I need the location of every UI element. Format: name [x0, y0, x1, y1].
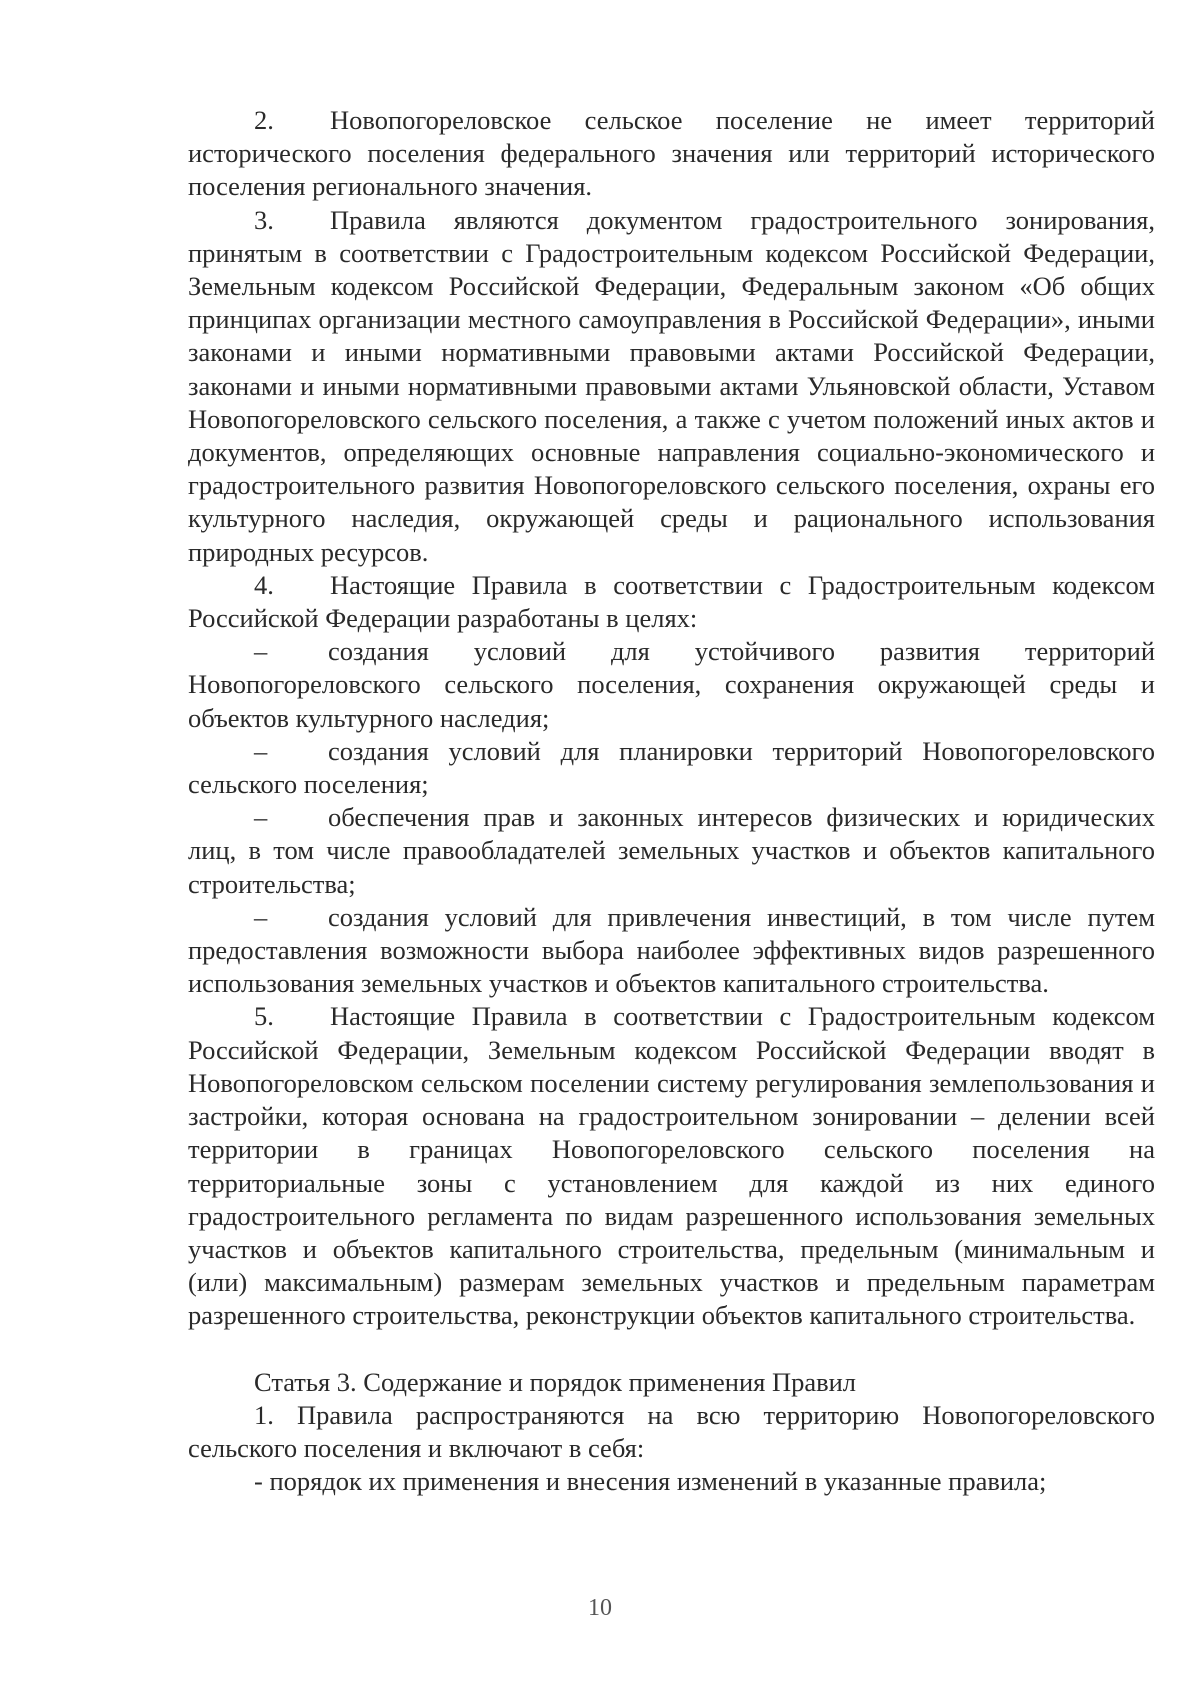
- goal-item-4: [188, 901, 1155, 1001]
- goal-item-3: [188, 801, 1155, 901]
- paragraph-text: Новопогореловское сельское поселение не имеет территорий исторического поселения федерального значения или территорий исторического поселения регионального значения.: [188, 105, 1155, 202]
- section-spacer: [188, 1333, 1155, 1366]
- goal-text: создания условий для привлечения инвестиций, в том числе путем предоставления возможности выбора наиболее эффективных видов разрешенного использования земельных участков и объектов капитального строительства.: [188, 901, 1155, 999]
- paragraph-text: Настоящие Правила в соответствии с Градостроительным кодексом Российской Федерации, Земельным кодексом Российской Федерации вводят в Новопогореловском сельском поселении систему регулирования землепользования и застройки, которая основана на градостроительном зонировании – делении всей территории в границах Новопогореловского сельского поселения на территориальные зоны с установлением для каждой из них единого градостроительного регламента по видам разрешенного использования земельных участков и объектов капитального строительства, предельным (минимальным и (или) максимальным) размерам земельных участков и предельным параметрам разрешенного строительства, реконструкции объектов капитального строительства.: [188, 1001, 1155, 1331]
- paragraph-2: [188, 104, 1155, 204]
- goal-item-1: [188, 635, 1155, 735]
- paragraph-text: Правила являются документом градостроительного зонирования, принятым в соответствии с Градостроительным кодексом Российской Федерации, Земельным кодексом Российской Федерации, Федеральным законом «Об общих принципах организации местного самоуправления в Российской Федерации», иными законами и иными нормативными правовыми актами Российской Федерации, законами и иными нормативными правовыми актами Ульяновской области, Уставом Новопогореловского сельского поселения, а также с учетом положений иных актов и документов, определяющих основные направления социально-экономического и градостроительного развития Новопогореловского сельского поселения, охраны его культурного наследия, окружающей среды и рационального использования природных ресурсов.: [188, 204, 1155, 567]
- paragraph-number: 3.: [254, 204, 274, 235]
- goal-text: создания условий для планировки территорий Новопогореловского сельского поселения;: [188, 735, 1155, 800]
- document-body: [188, 104, 1155, 1498]
- paragraph-4: [188, 569, 1155, 635]
- list-dash: –: [254, 901, 268, 932]
- list-dash: –: [254, 802, 268, 833]
- paragraph-5: [188, 1000, 1155, 1332]
- goal-item-2: [188, 735, 1155, 801]
- goal-text: обеспечения прав и законных интересов физических и юридических лиц, в том числе правообладателей земельных участков и объектов капитального строительства;: [188, 802, 1155, 899]
- paragraph-number: 5.: [254, 1001, 274, 1032]
- paragraph-3: [188, 204, 1155, 569]
- article-paragraph-1: 1. Правила распространяются на всю территорию Новопогореловского сельского поселения и включают в себя:: [188, 1399, 1155, 1463]
- paragraph-text: Настоящие Правила в соответствии с Градостроительным кодексом Российской Федерации разработаны в целях:: [188, 569, 1155, 634]
- list-dash: –: [254, 735, 268, 766]
- article-heading: Статья 3. Содержание и порядок применения Правил: [254, 1366, 857, 1397]
- article-paragraph-2: - порядок их применения и внесения изменений в указанные правила;: [254, 1466, 1047, 1497]
- goal-text: создания условий для устойчивого развития территорий Новопогореловского сельского поселения, сохранения окружающей среды и объектов культурного наследия;: [188, 636, 1155, 733]
- list-dash: –: [254, 636, 268, 667]
- page-number: 10: [588, 1595, 612, 1621]
- paragraph-number: 2.: [254, 105, 274, 135]
- paragraph-number: 4.: [254, 569, 274, 600]
